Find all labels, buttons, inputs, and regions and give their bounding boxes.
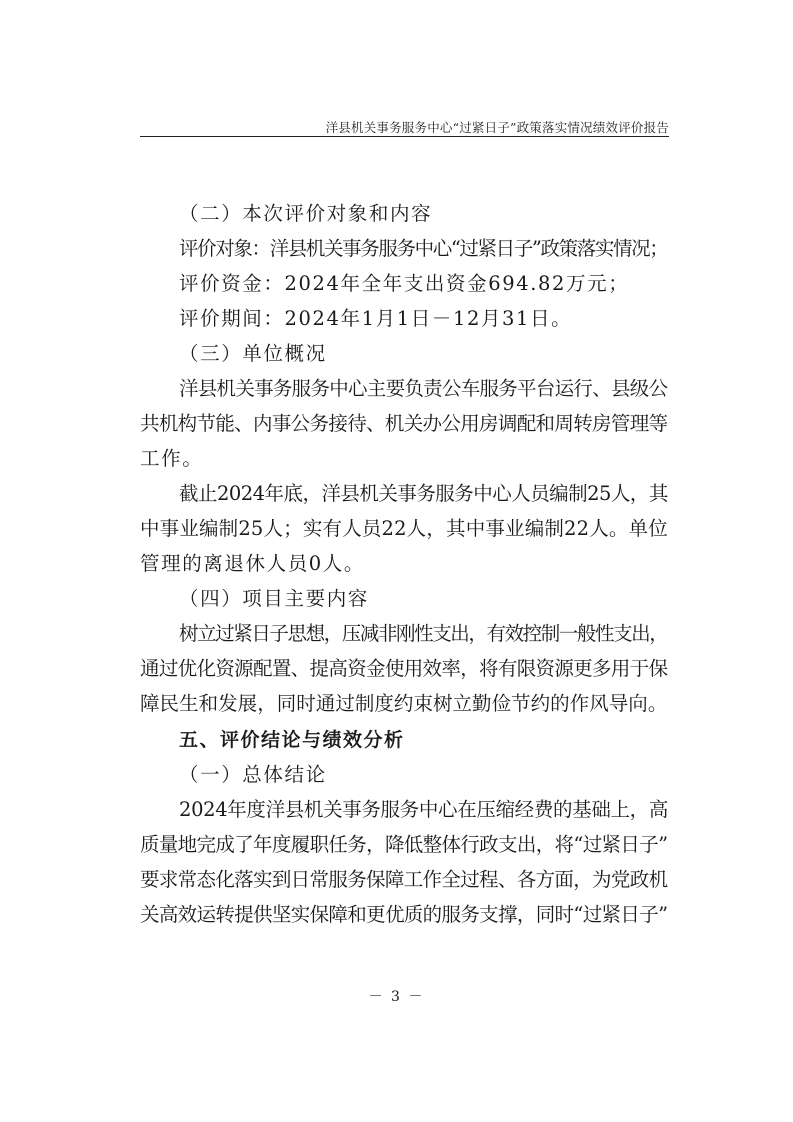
overall-conclusion-heading: （一）总体结论 <box>179 763 327 786</box>
staffing-line: 截止2024年底，洋县机关事务服务中心人员编制25人，其 <box>179 482 668 505</box>
conclusion-line: 2024年度洋县机关事务服务中心在压缩经费的基础上，高 <box>179 798 668 821</box>
section-2-heading: （二）本次评价对象和内容 <box>179 202 433 225</box>
unit-overview-line: 工作。 <box>140 447 204 470</box>
conclusion-line: 要求常态化落实到日常服务保障工作全过程、各方面，为党政机 <box>140 868 668 891</box>
project-content-line: 树立过紧日子思想，压减非刚性支出，有效控制一般性支出， <box>179 622 668 645</box>
unit-overview-line: 洋县机关事务服务中心主要负责公车服务平台运行、县级公 <box>179 377 668 400</box>
evaluation-funds: 评价资金：2024年全年支出资金694.82万元； <box>179 272 630 295</box>
section-4-heading: （四）项目主要内容 <box>179 587 369 610</box>
staffing-line: 管理的离退休人员0人。 <box>140 552 366 575</box>
conclusion-line: 质量地完成了年度履职任务，降低整体行政支出，将“过紧日子” <box>140 833 668 856</box>
project-content-line: 通过优化资源配置、提高资金使用效率，将有限资源更多用于保 <box>140 657 668 680</box>
evaluation-period: 评价期间：2024年1月1日－12月31日。 <box>179 307 573 330</box>
section-3-heading: （三）单位概况 <box>179 342 327 365</box>
chapter-5-heading: 五、评价结论与绩效分析 <box>179 729 405 751</box>
unit-overview-line: 共机构节能、内事公务接待、机关办公用房调配和周转房管理等 <box>140 412 668 435</box>
page-number: － 3 － <box>368 989 425 1005</box>
project-content-line: 障民生和发展，同时通过制度约束树立勤俭节约的作风导向。 <box>140 692 668 715</box>
evaluation-object: 评价对象：洋县机关事务服务中心“过紧日子”政策落实情况； <box>179 237 668 260</box>
conclusion-line: 关高效运转提供坚实保障和更优质的服务支撑，同时“过紧日子” <box>140 903 668 926</box>
header-divider <box>140 136 669 137</box>
running-header: 洋县机关事务服务中心“过紧日子”政策落实情况绩效评价报告 <box>325 120 669 135</box>
staffing-line: 中事业编制25人；实有人员22人，其中事业编制22人。单位 <box>140 517 668 540</box>
